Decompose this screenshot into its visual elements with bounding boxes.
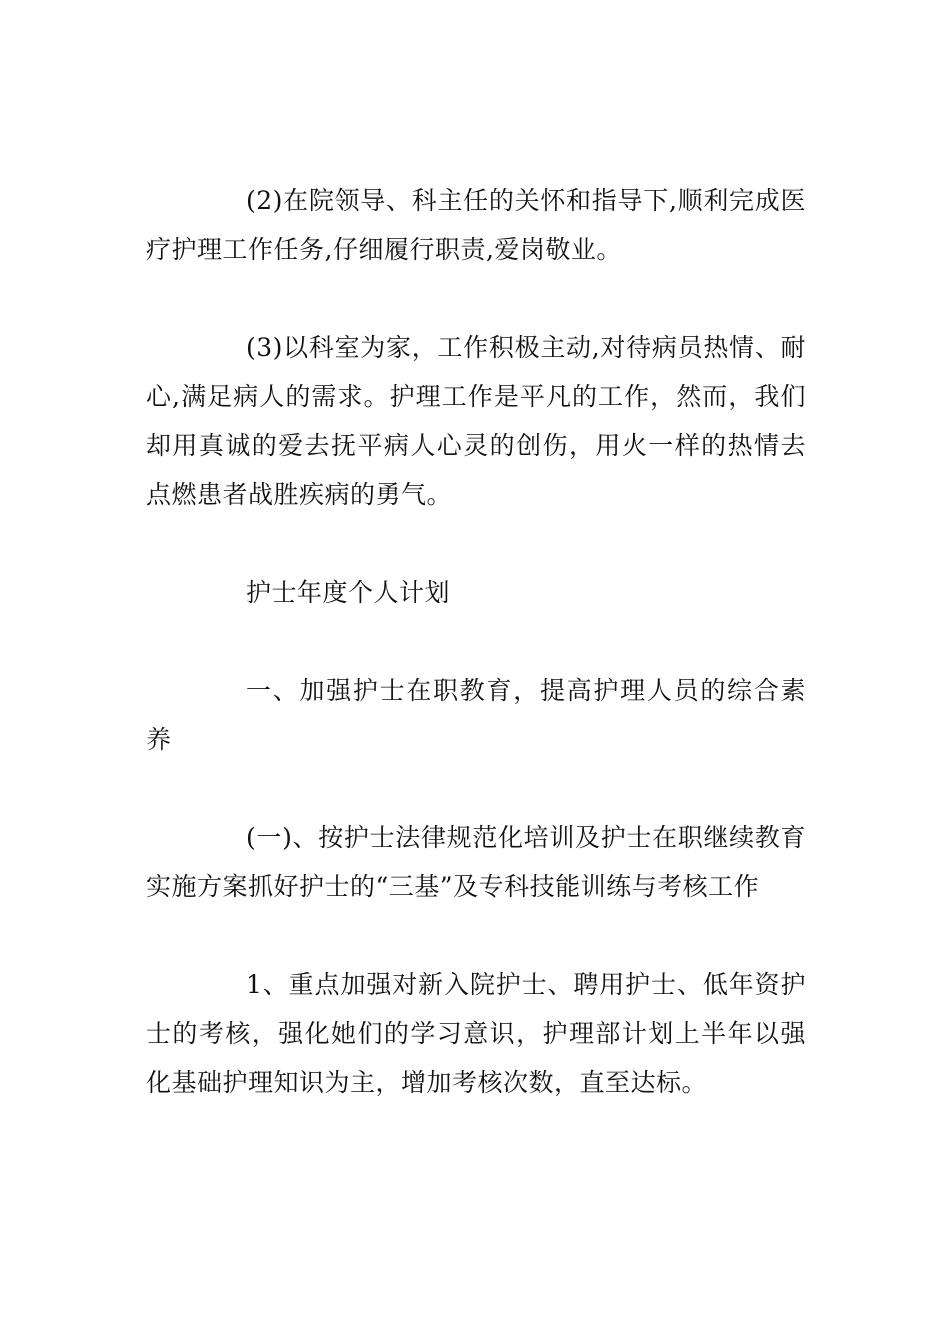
paragraph-plan-point-1: 1、重点加强对新入院护士、聘用护士、低年资护士的考核，强化她们的学习意识，护理部计划上半年以强化基础护理知识为主，增加考核次数，直至达标。	[146, 970, 806, 1097]
paragraph-gap	[146, 764, 806, 813]
paragraph-gap	[146, 911, 806, 960]
paragraph-gap	[146, 519, 806, 568]
document-page	[146, 176, 806, 1107]
paragraph-work-summary-3: (3)以科室为家，工作积极主动,对待病员热情、耐心,满足病人的需求。护理工作是平凡的工作，然而，我们却用真诚的爱去抚平病人心灵的创伤，用火一样的热情去点燃患者战胜疾病的勇气。	[146, 333, 806, 509]
section-heading: 护士年度个人计划	[246, 578, 451, 607]
paragraph-plan-subitem-1: (一)、按护士法律规范化培训及护士在职继续教育实施方案抓好护士的“三基”及专科技能训练与考核工作	[146, 823, 806, 901]
paragraph-gap	[146, 617, 806, 666]
paragraph-plan-item-1: 一、加强护士在职教育，提高护理人员的综合素养	[146, 676, 806, 754]
paragraph-work-summary-2: (2)在院领导、科主任的关怀和指导下,顺利完成医疗护理工作任务,仔细履行职责,爱岗敬业。	[146, 186, 806, 264]
paragraph-gap	[146, 274, 806, 323]
